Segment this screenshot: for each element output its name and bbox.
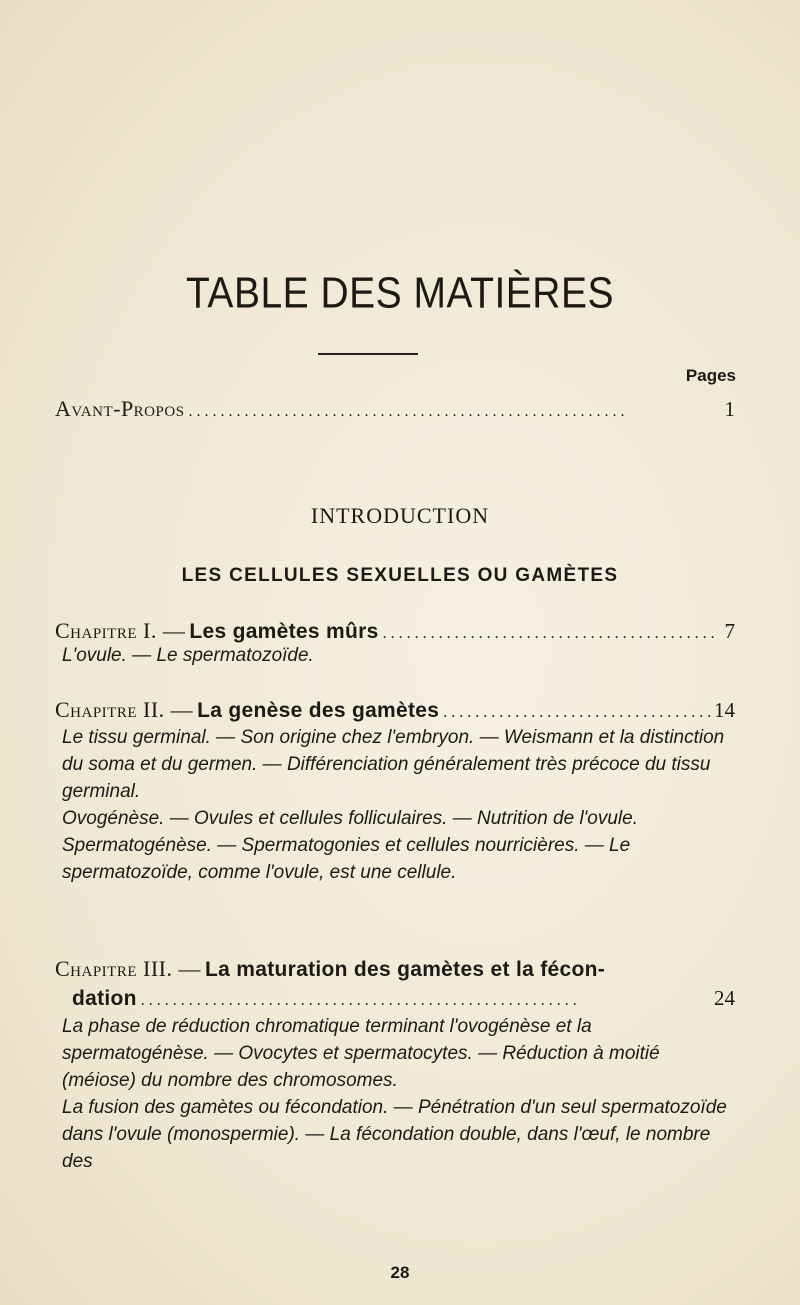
chapter-2-summary	[62, 724, 738, 886]
dot-leader	[185, 403, 715, 421]
chapter-1-summary	[62, 642, 738, 669]
chapter-title-continued: dation	[72, 987, 137, 1010]
summary-paragraph: Ovogénèse. — Ovules et cellules folliculaires. — Nutrition de l'ovule.	[62, 808, 639, 829]
pages-column-label: Pages	[685, 366, 736, 385]
dot-leader	[379, 625, 715, 643]
toc-entry-page: 24	[714, 986, 735, 1010]
toc-entry-chapter-3-line-2[interactable]	[72, 986, 735, 1016]
title-rule	[318, 353, 418, 355]
section-heading: LES CELLULES SEXUELLES OU GAMÈTES	[181, 565, 619, 586]
summary-paragraph: La phase de réduction chromatique terminant l'ovogénèse et la spermatogénèse. — Ovocytes et spermatocytes. — Réduction à moitié (méiose) du nombre des chromosomes.	[62, 1016, 660, 1091]
summary-paragraph: Le tissu germinal. — Son origine chez l'embryon. — Weismann et la distinction du soma et du germen. — Différenciation généralement très précoce du tissu germinal.	[62, 727, 725, 802]
summary-paragraph: Spermatogénèse. — Spermatogonies et cellules nourricières. — Le spermatozoïde, comme l'ovule, est une cellule.	[62, 835, 631, 883]
chapter-number: Chapitre III. —	[55, 956, 201, 981]
summary-paragraph: L'ovule. — Le spermatozoïde.	[62, 645, 314, 666]
chapter-title: La maturation des gamètes et la fécon-	[205, 958, 606, 981]
chapter-3-summary	[62, 1013, 738, 1175]
toc-entry-page: 1	[724, 397, 735, 421]
summary-paragraph: La fusion des gamètes ou fécondation. — Pénétration d'un seul spermatozoïde dans l'ovule (monospermie). — La fécondation double, dans l'œuf, le nombre des	[62, 1097, 727, 1172]
dot-leader	[439, 704, 714, 722]
dot-leader	[137, 992, 714, 1010]
chapter-number: Chapitre I. —	[55, 618, 186, 643]
page-title: TABLE DES MATIÈRES	[186, 269, 614, 318]
introduction-heading: INTRODUCTION	[310, 503, 490, 528]
toc-entry-chapter-2[interactable]	[55, 697, 735, 727]
toc-entry-label: Avant-Propos	[55, 396, 185, 421]
toc-entry-page: 7	[724, 619, 735, 643]
toc-entry-chapter-3-line-1[interactable]	[55, 956, 735, 984]
chapter-title: Les gamètes mûrs	[189, 620, 379, 643]
chapter-number: Chapitre II. —	[55, 697, 194, 722]
chapter-title: La genèse des gamètes	[197, 699, 440, 722]
toc-entry-page: 14	[714, 698, 735, 722]
catchword-page-number: 28	[390, 1263, 410, 1282]
toc-entry-avant-propos[interactable]	[55, 396, 735, 426]
